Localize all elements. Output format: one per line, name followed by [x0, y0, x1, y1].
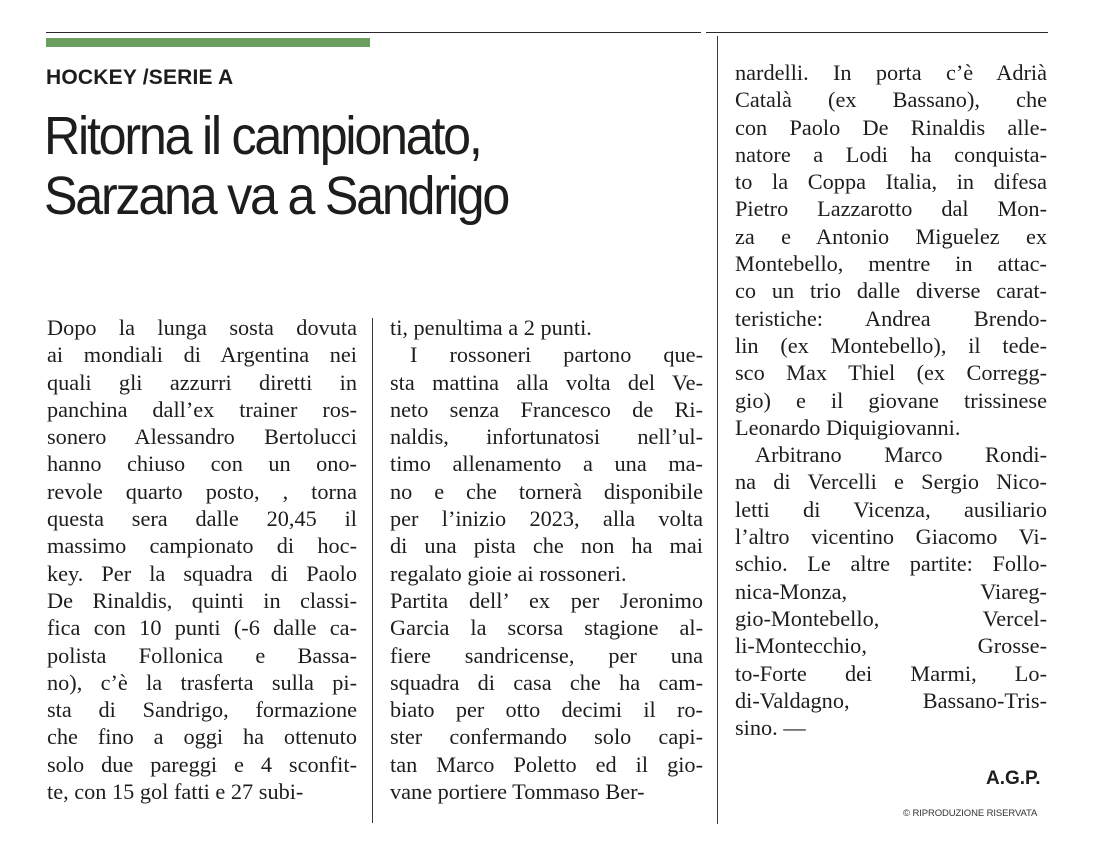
article-line: fiere sandricense, per una	[390, 642, 703, 668]
article-column-2	[390, 314, 703, 805]
article-line: regalato gioie ai rossoneri.	[390, 560, 627, 586]
article-line: che fino a oggi ha ottenuto	[47, 724, 357, 750]
article-line: biato per otto decimi il ro-	[390, 697, 703, 723]
article-line: letti di Vicenza, ausiliario	[735, 496, 1047, 522]
article-line: Montebello, mentre in attac-	[735, 251, 1047, 277]
article-line: za e Antonio Miguelez ex	[735, 223, 1047, 249]
article-line: Arbitrano Marco Rondi-	[755, 442, 1047, 468]
article-line: tan Marco Poletto ed il gio-	[390, 751, 703, 777]
article-line: hanno chiuso con un ono-	[47, 451, 357, 477]
article-line: schio. Le altre partite: Follo-	[735, 551, 1047, 577]
article-line: natore a Lodi ha conquista-	[735, 141, 1047, 167]
article-line: di-Valdagno, Bassano-Tris-	[735, 687, 1047, 713]
article-line: con Paolo De Rinaldis alle-	[735, 114, 1047, 140]
article-line: ti, penultima a 2 punti.	[390, 315, 592, 340]
article-line: sino. —	[735, 715, 806, 741]
article-line: to la Coppa Italia, in difesa	[735, 169, 1047, 195]
author-signature: A.G.P.	[986, 768, 1041, 789]
article-line: De Rinaldis, quinti in classi-	[47, 587, 357, 613]
article-line: nardelli. In porta c’è Adrià	[735, 60, 1047, 85]
article-line: solo due pareggi e 4 sconfit-	[47, 751, 357, 777]
article-line: per l’inizio 2023, alla volta	[390, 506, 703, 532]
article-line: Garcia la scorsa stagione al-	[390, 615, 703, 641]
article-line: Pietro Lazzarotto dal Mon-	[735, 196, 1047, 222]
article-line: neto senza Francesco de Ri-	[390, 396, 703, 422]
section-accent-bar	[46, 38, 370, 47]
article-line: I rossoneri partono que-	[410, 342, 703, 368]
article-line: te, con 15 gol fatti e 27 subi-	[47, 779, 304, 805]
article-line: revole quarto posto, , torna	[47, 478, 357, 504]
top-rule-right	[706, 32, 1048, 33]
article-line: polista Follonica e Bassa-	[47, 642, 357, 668]
article-line: key. Per la squadra di Paolo	[47, 560, 357, 586]
article-line: sta di Sandrigo, formazione	[47, 697, 357, 723]
article-line: panchina dall’ex trainer ros-	[47, 396, 357, 422]
article-line: di una pista che non ha mai	[390, 533, 703, 559]
article-column-1	[47, 314, 357, 805]
article-line: naldis, infortunatosi nell’ul-	[390, 424, 703, 450]
section-kicker: HOCKEY /SERIE A	[46, 66, 234, 89]
article-line: no e che tornerà disponibile	[390, 478, 703, 504]
article-line: sonero Alessandro Bertolucci	[47, 424, 357, 450]
article-line: timo allenamento a una ma-	[390, 451, 703, 477]
article-line: Català (ex Bassano), che	[735, 87, 1047, 113]
article-line: to-Forte dei Marmi, Lo-	[735, 660, 1047, 686]
article-line: teristiche: Andrea Brendo-	[735, 305, 1047, 331]
headline-line: Ritorna il campionato,	[44, 106, 481, 166]
article-line: quali gli azzurri diretti in	[47, 369, 357, 395]
article-line: li-Montecchio, Grosse-	[735, 633, 1047, 659]
headline-line: Sarzana va a Sandrigo	[44, 166, 509, 226]
column-divider	[717, 36, 718, 824]
article-line: fica con 10 punti (-6 dalle ca-	[47, 615, 357, 641]
article-line: l’altro vicentino Giacomo Vi-	[735, 524, 1047, 550]
article-line: vane portiere Tommaso Ber-	[390, 779, 645, 805]
article-line: nica-Monza, Viareg-	[735, 578, 1047, 604]
column-divider	[372, 318, 373, 823]
article-line: na di Vercelli e Sergio Nico-	[735, 469, 1047, 495]
article-line: gio) e il giovane trissinese	[735, 387, 1047, 413]
article-line: ai mondiali di Argentina nei	[47, 342, 357, 368]
article-column-3	[735, 59, 1047, 741]
article-line: no), c’è la trasferta sulla pi-	[47, 669, 357, 695]
article-line: massimo campionato di hoc-	[47, 533, 357, 559]
article-line: gio-Montebello, Vercel-	[735, 605, 1047, 631]
top-rule-left	[46, 32, 701, 33]
article-line: lin (ex Montebello), il tede-	[735, 332, 1047, 358]
article-line: questa sera dalle 20,45 il	[47, 506, 357, 532]
headline	[44, 106, 639, 226]
article-line: Partita dell’ ex per Jeronimo	[390, 587, 703, 613]
article-line: squadra di casa che ha cam-	[390, 669, 703, 695]
article-line: sco Max Thiel (ex Corregg-	[735, 360, 1047, 386]
article-line: Leonardo Diquigiovanni.	[735, 414, 961, 440]
article-line: co un trio dalle diverse carat-	[735, 278, 1047, 304]
copyright-notice: © RIPRODUZIONE RISERVATA	[903, 808, 1038, 819]
article-line: sta mattina alla volta del Ve-	[390, 369, 703, 395]
article-line: ster confermando solo capi-	[390, 724, 703, 750]
article-line: Dopo la lunga sosta dovuta	[47, 315, 357, 340]
